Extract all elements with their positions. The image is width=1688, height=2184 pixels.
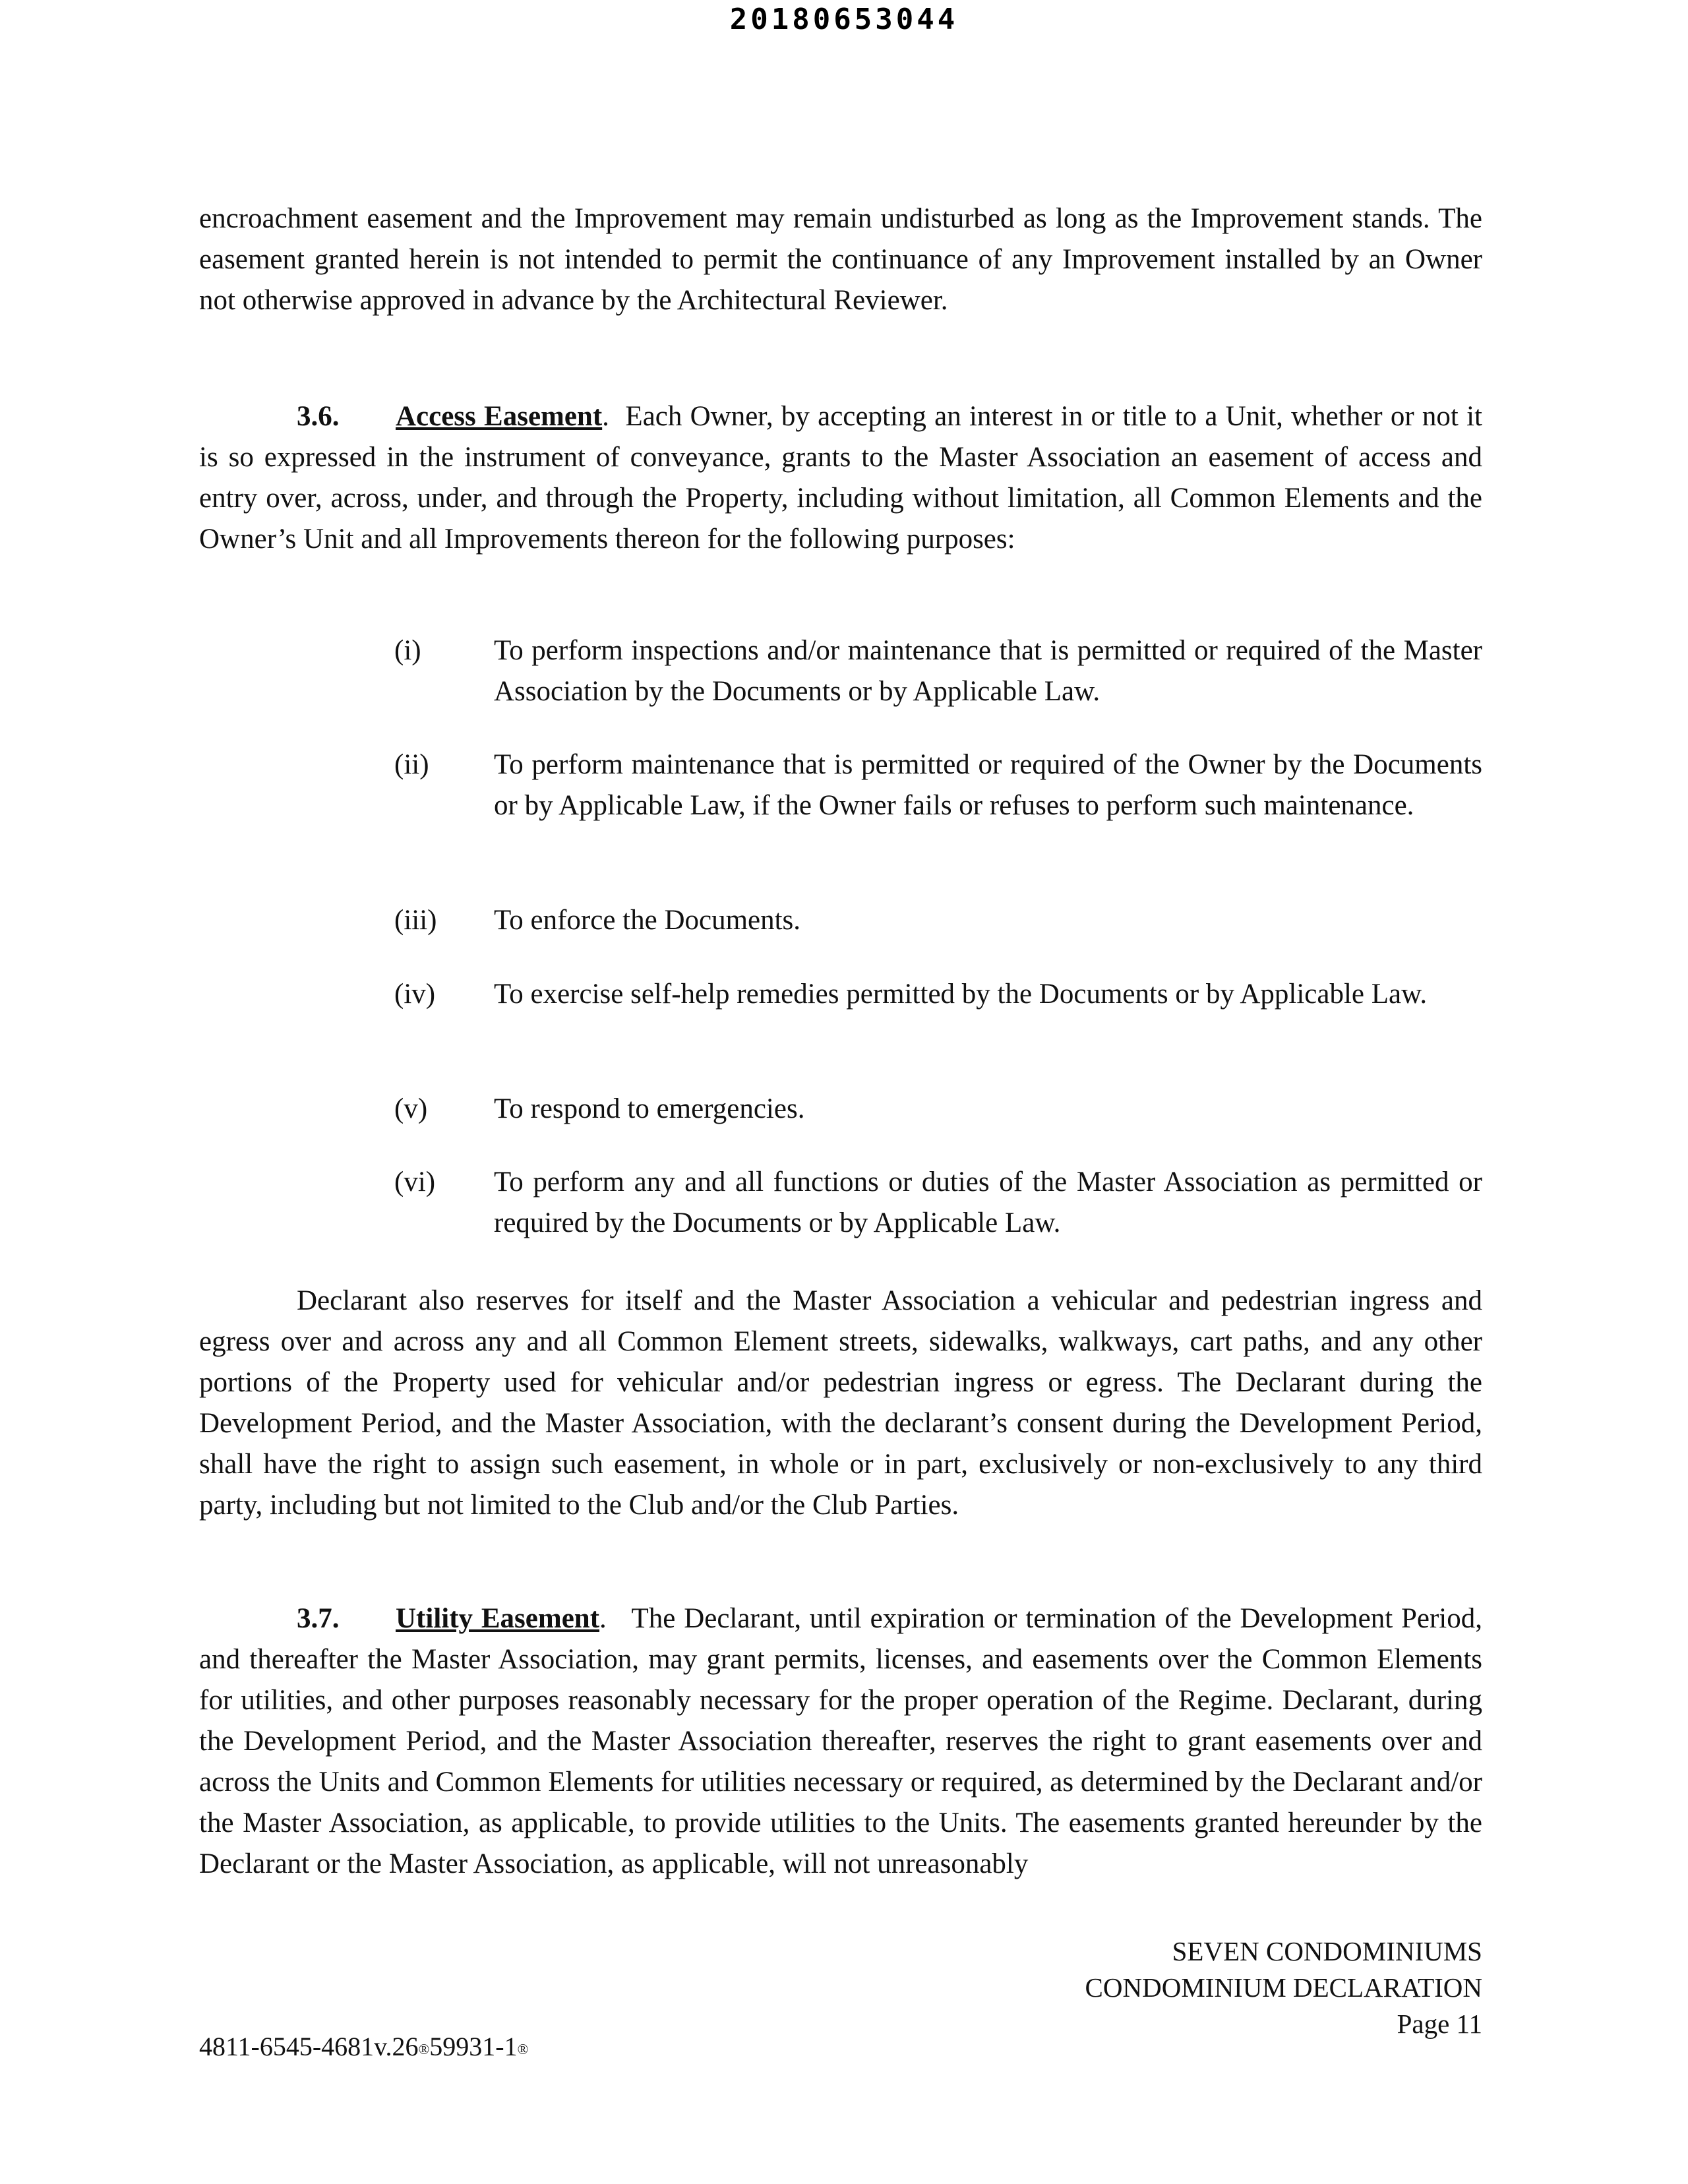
section-number: 3.7. bbox=[297, 1603, 340, 1634]
declarant-text: Declarant also reserves for itself and the Master Association a vehicular and pedestrian ingress and egress over and across any and all Common Element streets, sidewalks, walkways, cart paths, and any other portions of the Property used for vehicular and/or pedestrian ingress or egress. The Declarant during the Development Period, and the Master Association, with the declarant’s consent during the Development Period, shall have the right to assign such easement, in whole or in part, exclusively or non-exclusively to any third party, including but not limited to the Club and/or the Club Parties. bbox=[199, 1285, 1482, 1521]
list-item-text: To respond to emergencies. bbox=[494, 1093, 805, 1124]
page-number: Page 11 bbox=[1397, 2009, 1482, 2039]
list-item-number: (ii) bbox=[394, 749, 429, 780]
document-id bbox=[199, 2031, 528, 2062]
document-id-a: 4811-6545-4681v.26 bbox=[199, 2032, 419, 2061]
registered-icon: ® bbox=[418, 2041, 430, 2057]
section-3-7: 3.7. Utility Easement. The Declarant, until expiration or termination of the Development Period, and thereafter the Master Association, may grant permits, licenses, and easements over the Common Elements for utilities, and other purposes reasonably necessary for the proper operation of the Regime. Declarant, during the Development Period, and the Master Association thereafter, reserves the right to grant easements over and across the Units and Common Elements for utilities necessary or required, as determined by the Declarant and/or the Master Association, as applicable, to provide utilities to the Units. The easements granted hereunder by the Declarant or the Master Association, as applicable, will not unreasonably bbox=[199, 1598, 1482, 1885]
document-id-b: 59931-1 bbox=[429, 2032, 518, 2061]
list-item-text: To exercise self-help remedies permitted by the Documents or by Applicable Law. bbox=[494, 979, 1428, 1010]
paragraph-declarant bbox=[199, 1281, 1482, 1526]
footer-line-1: SEVEN CONDOMINIUMS bbox=[1172, 1936, 1482, 1966]
registered-icon: ® bbox=[517, 2041, 529, 2057]
section-title: Utility Easement bbox=[396, 1603, 600, 1634]
list-item-number: (vi) bbox=[394, 1167, 436, 1198]
list-item-number: (iv) bbox=[394, 979, 436, 1010]
list-item-text: To enforce the Documents. bbox=[494, 905, 801, 936]
footer-title-block bbox=[1085, 1933, 1482, 2042]
list-item-number: (i) bbox=[394, 635, 421, 666]
list-item-text: To perform any and all functions or duties of the Master Association as permitted or required by the Documents or by Applicable Law. bbox=[494, 1167, 1482, 1238]
recording-number: 20180653044 bbox=[729, 3, 959, 36]
section-text: The Declarant, until expiration or termination of the Development Period, and thereafter the Master Association, may grant permits, licenses, and easements over the Common Elements for utilities, and other purposes reasonably necessary for the proper operation of the Regime. Declarant, during the Development Period, and the Master Association thereafter, reserves the right to grant easements over and across the Units and Common Elements for utilities necessary or required, as determined by the Declarant and/or the Master Association, as applicable, to provide utilities to the Units. The easements granted hereunder by the Declarant or the Master Association, as applicable, will not unreasonably bbox=[199, 1603, 1482, 1879]
paragraph-continuation: encroachment easement and the Improvement may remain undisturbed as long as the Improvement stands. The easement granted herein is not intended to permit the continuance of any Improvement installed by an Owner not otherwise approved in advance by the Architectural Reviewer. bbox=[199, 203, 1482, 316]
footer-line-2: CONDOMINIUM DECLARATION bbox=[1085, 1972, 1482, 2003]
list-item-number: (iii) bbox=[394, 905, 437, 936]
list-item-text: To perform inspections and/or maintenance that is permitted or required of the Master Association by the Documents or by Applicable Law. bbox=[494, 635, 1482, 707]
section-text: Each Owner, by accepting an interest in or title to a Unit, whether or not it is so expressed in the instrument of conveyance, grants to the Master Association an easement of access and entry over, across, under, and through the Property, including without limitation, all Common Elements and the Owner’s Unit and all Improvements thereon for the following purposes: bbox=[199, 401, 1482, 555]
list-item-text: To perform maintenance that is permitted or required of the Owner by the Documents or by Applicable Law, if the Owner fails or refuses to perform such maintenance. bbox=[494, 749, 1482, 821]
section-number: 3.6. bbox=[297, 401, 340, 432]
section-3-6: 3.6. Access Easement. Each Owner, by accepting an interest in or title to a Unit, whether or not it is so expressed in the instrument of conveyance, grants to the Master Association an easement of access and entry over, across, under, and through the Property, including without limitation, all Common Elements and the Owner’s Unit and all Improvements thereon for the following purposes: bbox=[199, 396, 1482, 560]
section-title: Access Easement bbox=[396, 401, 603, 432]
list-item-number: (v) bbox=[394, 1093, 428, 1124]
